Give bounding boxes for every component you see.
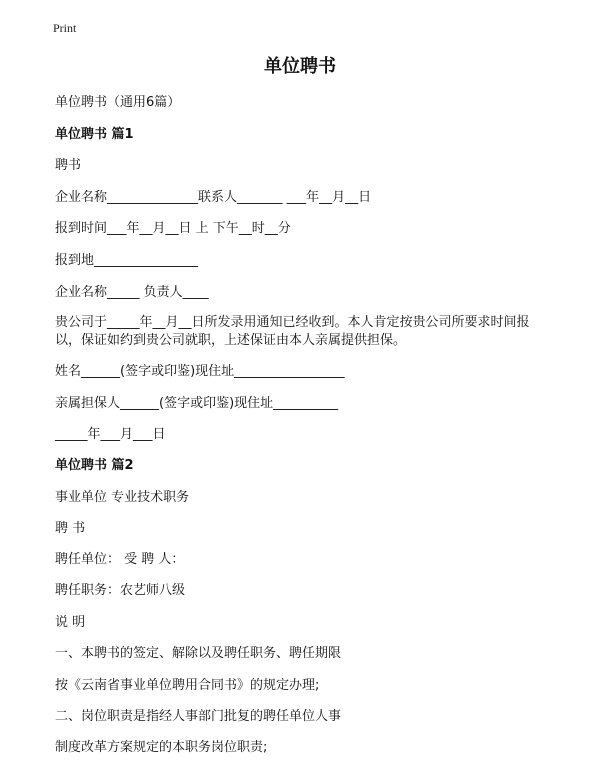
notes-heading: 说 明	[55, 615, 86, 630]
note-1-line-2: 按《云南省事业单位聘用合同书》的规定办理;	[55, 678, 320, 693]
employer-employee-line: 聘任单位： 受 聘 人：	[55, 552, 185, 567]
letter-heading-2: 聘 书	[55, 521, 86, 536]
note-1-line-1: 一、本聘书的签定、解除以及聘任职务、聘任期限	[55, 646, 342, 661]
section-heading-2: 单位聘书 篇2	[55, 458, 134, 473]
guarantee-paragraph: 贵公司于_____年__月__日所发录用通知已经收到。本人肯定按贵公司所要求时间报以，保证如约到贵公司就职，上述保证由本人亲属提供担保。	[55, 315, 530, 348]
print-link[interactable]: Print	[53, 21, 77, 35]
section-heading-1: 单位聘书 篇1	[55, 127, 134, 142]
note-2-line-2: 制度改革方案规定的本职务岗位职责;	[55, 740, 268, 755]
institution-title-line: 事业单位 专业技术职务	[55, 490, 190, 505]
report-place-line: 报到地________________	[55, 253, 199, 268]
document-subtitle: 单位聘书（通用6篇）	[55, 95, 181, 110]
note-2-line-1: 二、岗位职责是指经人事部门批复的聘任单位人事	[55, 709, 342, 724]
report-time-line: 报到时间___年__月__日 上 下午__时__分	[55, 221, 291, 236]
letter-heading: 聘书	[55, 158, 82, 173]
guarantor-address-line: 亲属担保人______(签字或印鉴)现住址__________	[55, 396, 339, 411]
name-address-line: 姓名______(签字或印鉴)现住址_________________	[55, 364, 345, 379]
position-line: 聘任职务：农艺师八级	[55, 583, 186, 598]
company-contact-line: 企业名称______________联系人_______ ___年__月__日	[55, 190, 372, 205]
document-title: 单位聘书	[264, 56, 336, 77]
date-line: _____年___月___日	[55, 427, 166, 442]
company-manager-line: 企业名称_____ 负责人____	[55, 285, 209, 300]
